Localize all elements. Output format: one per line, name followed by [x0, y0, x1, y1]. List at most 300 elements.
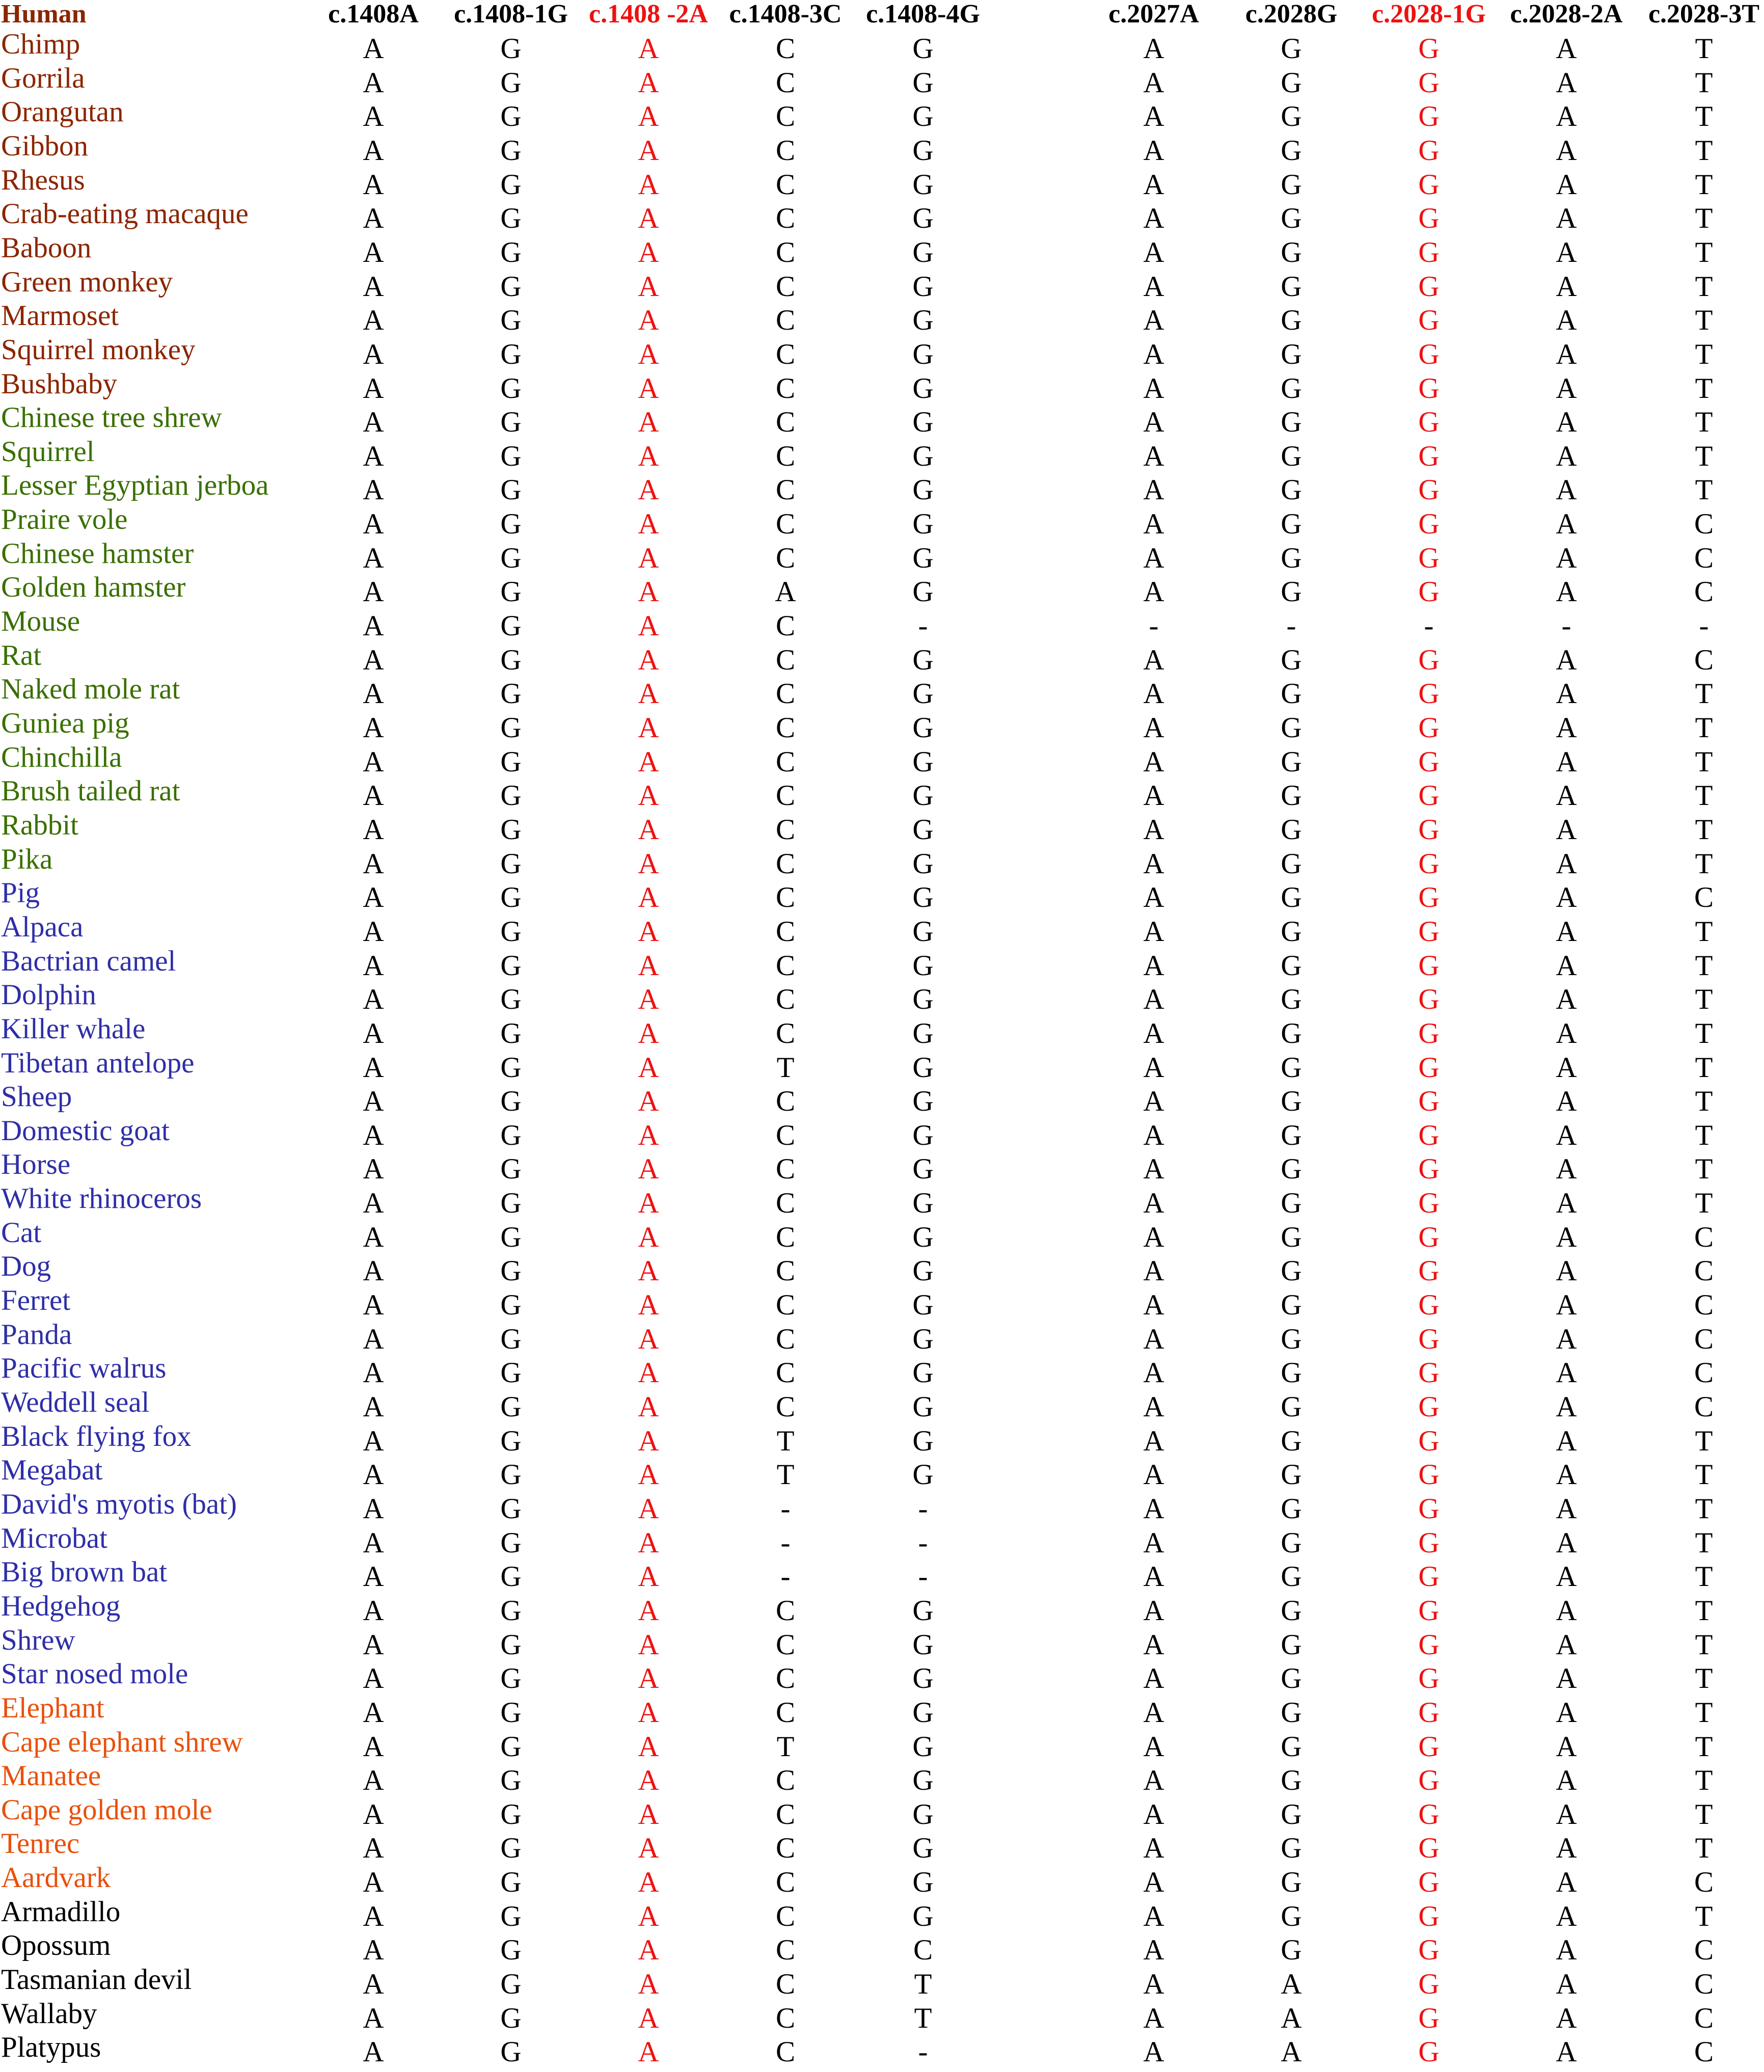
base-cell: A: [1556, 1187, 1577, 1220]
base-cell: A: [363, 1696, 384, 1729]
base-cell: C: [775, 1696, 796, 1729]
base-cell: G: [500, 542, 522, 574]
base-cell: G: [1281, 338, 1302, 370]
species-name: Mouse: [1, 605, 80, 638]
base-cell: A: [1556, 1289, 1577, 1322]
species-name: Aardvark: [1, 1862, 111, 1894]
base-cell: A: [638, 1459, 659, 1491]
table-row: [0, 1761, 1764, 1795]
base-cell: G: [500, 1391, 522, 1423]
base-cell: G: [500, 1187, 522, 1220]
base-cell: A: [1143, 949, 1164, 982]
base-cell: G: [912, 440, 934, 472]
species-name: Panda: [1, 1318, 72, 1351]
base-cell: C: [775, 881, 796, 914]
base-cell: A: [363, 1798, 384, 1831]
base-cell: C: [775, 1289, 796, 1322]
base-cell: G: [1281, 745, 1302, 778]
base-cell: C: [775, 779, 796, 812]
base-cell: C: [1694, 508, 1714, 541]
base-cell: A: [1556, 1051, 1577, 1084]
base-cell: A: [363, 1459, 384, 1491]
table-row: [0, 1116, 1764, 1150]
base-cell: A: [638, 1323, 659, 1355]
base-cell: C: [775, 406, 796, 439]
species-name: Rat: [1, 639, 42, 671]
base-cell: G: [912, 474, 934, 506]
base-cell: T: [1695, 712, 1713, 744]
base-cell: G: [1418, 338, 1440, 370]
base-cell: G: [1281, 983, 1302, 1016]
base-cell: G: [1418, 1051, 1440, 1084]
species-name: Cape elephant shrew: [1, 1726, 243, 1758]
column-header-c-2028g: c.2028G: [1245, 0, 1338, 29]
base-cell: G: [1281, 1391, 1302, 1423]
base-cell: A: [1143, 643, 1164, 676]
species-name: Manatee: [1, 1760, 101, 1792]
base-cell: G: [1418, 1187, 1440, 1220]
base-cell: A: [638, 1391, 659, 1423]
base-cell: T: [1695, 1187, 1713, 1220]
base-cell: G: [1418, 712, 1440, 744]
base-cell: G: [1418, 1017, 1440, 1050]
base-cell: C: [775, 1662, 796, 1695]
base-cell: A: [1281, 1968, 1302, 2001]
base-cell: T: [1695, 1085, 1713, 1118]
base-cell: A: [638, 1662, 659, 1695]
base-cell: G: [1281, 33, 1302, 65]
base-cell: A: [1556, 1594, 1577, 1627]
base-cell: -: [1149, 610, 1159, 642]
base-cell: C: [1694, 1357, 1714, 1389]
base-cell: A: [1556, 1424, 1577, 1457]
base-cell: G: [1418, 1391, 1440, 1423]
table-row: [0, 980, 1764, 1014]
base-cell: G: [1418, 1221, 1440, 1253]
base-cell: T: [1695, 406, 1713, 439]
base-cell: T: [1695, 1730, 1713, 1763]
base-cell: A: [363, 440, 384, 472]
base-cell: A: [1556, 1255, 1577, 1287]
base-cell: G: [912, 678, 934, 710]
base-cell: G: [500, 1424, 522, 1457]
base-cell: -: [1424, 610, 1434, 642]
base-cell: A: [363, 745, 384, 778]
base-cell: A: [1556, 1968, 1577, 2001]
base-cell: G: [912, 1832, 934, 1865]
base-cell: G: [500, 678, 522, 710]
base-cell: G: [1281, 1051, 1302, 1084]
base-cell: G: [1418, 440, 1440, 472]
base-cell: G: [1418, 983, 1440, 1016]
base-cell: G: [912, 134, 934, 167]
base-cell: -: [780, 1560, 791, 1593]
base-cell: G: [500, 1764, 522, 1797]
base-cell: A: [638, 1730, 659, 1763]
base-cell: A: [638, 1119, 659, 1151]
column-header-c-1408-3c: c.1408-3C: [729, 0, 842, 29]
base-cell: A: [1143, 542, 1164, 574]
base-cell: T: [1695, 338, 1713, 370]
base-cell: G: [500, 1798, 522, 1831]
base-cell: C: [775, 1221, 796, 1253]
base-cell: G: [500, 1832, 522, 1865]
base-cell: G: [912, 1255, 934, 1287]
base-cell: T: [1695, 372, 1713, 405]
base-cell: C: [1694, 1968, 1714, 2001]
base-cell: G: [1418, 33, 1440, 65]
base-cell: A: [1556, 983, 1577, 1016]
species-name: Golden hamster: [1, 571, 186, 604]
base-cell: T: [1695, 33, 1713, 65]
base-cell: T: [776, 1051, 795, 1084]
base-cell: G: [1418, 1628, 1440, 1661]
base-cell: G: [912, 406, 934, 439]
base-cell: A: [1556, 847, 1577, 880]
base-cell: A: [363, 134, 384, 167]
base-cell: A: [1143, 1424, 1164, 1457]
base-cell: A: [1556, 745, 1577, 778]
base-cell: A: [638, 100, 659, 133]
species-name: Green monkey: [1, 265, 173, 298]
table-row: [0, 1897, 1764, 1931]
species-name: David's myotis (bat): [1, 1488, 237, 1520]
base-cell: G: [912, 1085, 934, 1118]
base-cell: T: [776, 1424, 795, 1457]
base-cell: G: [1418, 508, 1440, 541]
base-cell: A: [1143, 304, 1164, 337]
column-header-c-1408a: c.1408A: [328, 0, 419, 29]
table-row: [0, 742, 1764, 776]
base-cell: A: [1143, 1798, 1164, 1831]
table-row: [0, 1659, 1764, 1693]
base-cell: A: [363, 983, 384, 1016]
base-cell: G: [500, 1255, 522, 1287]
base-cell: T: [1695, 1560, 1713, 1593]
base-cell: G: [1418, 168, 1440, 201]
base-cell: A: [1556, 881, 1577, 914]
base-cell: A: [1143, 1866, 1164, 1899]
base-cell: A: [638, 813, 659, 846]
base-cell: G: [912, 1017, 934, 1050]
species-name: Marmoset: [1, 300, 119, 332]
base-cell: G: [1281, 779, 1302, 812]
table-row: [0, 1489, 1764, 1523]
base-cell: G: [1418, 1357, 1440, 1389]
table-row: [0, 233, 1764, 267]
base-cell: T: [1695, 440, 1713, 472]
table-row: [0, 165, 1764, 199]
base-cell: G: [1281, 949, 1302, 982]
base-cell: A: [1556, 712, 1577, 744]
base-cell: G: [912, 1323, 934, 1355]
base-cell: G: [500, 1696, 522, 1729]
base-cell: G: [1418, 678, 1440, 710]
base-cell: T: [1695, 1526, 1713, 1559]
base-cell: T: [1695, 202, 1713, 235]
table-row: [0, 1693, 1764, 1727]
base-cell: C: [1694, 1391, 1714, 1423]
base-cell: G: [1281, 1153, 1302, 1186]
base-cell: A: [1556, 1730, 1577, 1763]
table-row: [0, 1828, 1764, 1863]
base-cell: T: [1695, 168, 1713, 201]
base-cell: G: [1418, 304, 1440, 337]
base-cell: A: [1143, 983, 1164, 1016]
base-cell: A: [1143, 745, 1164, 778]
table-row: [0, 402, 1764, 437]
base-cell: G: [1281, 1730, 1302, 1763]
base-cell: A: [363, 1221, 384, 1253]
base-cell: C: [775, 2036, 796, 2068]
table-row: [0, 776, 1764, 810]
base-cell: A: [1143, 1017, 1164, 1050]
base-cell: A: [1143, 134, 1164, 167]
base-cell: A: [1556, 1492, 1577, 1525]
table-row: [0, 912, 1764, 946]
base-cell: G: [1418, 643, 1440, 676]
table-row: [0, 1082, 1764, 1116]
base-cell: A: [1143, 66, 1164, 99]
base-cell: A: [638, 745, 659, 778]
base-cell: G: [1418, 779, 1440, 812]
base-cell: G: [1281, 678, 1302, 710]
base-cell: C: [775, 1594, 796, 1627]
species-name: Praire vole: [1, 503, 128, 536]
base-cell: G: [912, 1764, 934, 1797]
base-cell: A: [1556, 270, 1577, 303]
base-cell: G: [500, 100, 522, 133]
base-cell: G: [500, 1628, 522, 1661]
base-cell: A: [1143, 33, 1164, 65]
base-cell: -: [918, 1560, 928, 1593]
base-cell: T: [1695, 745, 1713, 778]
table-row: [0, 844, 1764, 878]
base-cell: A: [1556, 100, 1577, 133]
base-cell: A: [1556, 949, 1577, 982]
base-cell: A: [1143, 847, 1164, 880]
base-cell: A: [1143, 712, 1164, 744]
base-cell: G: [1281, 168, 1302, 201]
base-cell: A: [1556, 1357, 1577, 1389]
base-cell: A: [1556, 134, 1577, 167]
base-cell: A: [638, 1153, 659, 1186]
base-cell: A: [1556, 2002, 1577, 2034]
base-cell: A: [638, 1221, 659, 1253]
base-cell: G: [912, 881, 934, 914]
base-cell: G: [912, 745, 934, 778]
base-cell: G: [1281, 813, 1302, 846]
base-cell: G: [1418, 2002, 1440, 2034]
base-cell: A: [363, 712, 384, 744]
base-cell: A: [363, 1662, 384, 1695]
base-cell: G: [1418, 915, 1440, 948]
base-cell: G: [1281, 1696, 1302, 1729]
base-cell: G: [1281, 1119, 1302, 1151]
species-name: Lesser Egyptian jerboa: [1, 469, 269, 502]
base-cell: A: [1143, 1560, 1164, 1593]
base-cell: G: [1418, 372, 1440, 405]
base-cell: -: [1699, 610, 1709, 642]
base-cell: A: [1143, 1900, 1164, 1932]
base-cell: A: [1143, 372, 1164, 405]
species-name: Squirrel: [1, 435, 95, 468]
species-name: Naked mole rat: [1, 673, 180, 706]
base-cell: G: [1281, 1798, 1302, 1831]
base-cell: A: [1143, 100, 1164, 133]
base-cell: G: [1418, 1424, 1440, 1457]
base-cell: C: [775, 1764, 796, 1797]
table-row: [0, 1014, 1764, 1048]
base-cell: G: [912, 813, 934, 846]
species-name: Squirrel monkey: [1, 333, 196, 366]
base-cell: G: [500, 1051, 522, 1084]
base-cell: A: [1143, 1323, 1164, 1355]
base-cell: G: [1418, 1119, 1440, 1151]
base-cell: T: [1695, 1119, 1713, 1151]
column-header-c-2028-2a: c.2028-2A: [1510, 0, 1623, 29]
base-cell: G: [1418, 236, 1440, 268]
base-cell: G: [912, 1459, 934, 1491]
species-name: Dolphin: [1, 979, 96, 1011]
base-cell: T: [1695, 779, 1713, 812]
base-cell: G: [500, 881, 522, 914]
base-cell: C: [1694, 1289, 1714, 1322]
table-row: [0, 674, 1764, 708]
base-cell: G: [1418, 1560, 1440, 1593]
base-cell: A: [363, 1391, 384, 1423]
base-cell: T: [1695, 1492, 1713, 1525]
base-cell: A: [638, 983, 659, 1016]
base-cell: T: [1695, 304, 1713, 337]
base-cell: G: [500, 745, 522, 778]
base-cell: A: [638, 881, 659, 914]
base-cell: A: [363, 779, 384, 812]
base-cell: C: [1694, 1866, 1714, 1899]
table-row: [0, 1387, 1764, 1421]
base-cell: G: [1418, 1594, 1440, 1627]
base-cell: A: [363, 236, 384, 268]
base-cell: G: [500, 1221, 522, 1253]
species-name: Hedgehog: [1, 1590, 121, 1622]
base-cell: A: [363, 1085, 384, 1118]
base-cell: G: [1281, 1085, 1302, 1118]
base-cell: G: [912, 542, 934, 574]
base-cell: A: [638, 1051, 659, 1084]
table-row: [0, 1557, 1764, 1591]
table-row: [0, 470, 1764, 504]
base-cell: G: [500, 134, 522, 167]
species-name: Pika: [1, 843, 53, 875]
base-cell: A: [1281, 2036, 1302, 2068]
base-cell: A: [363, 168, 384, 201]
base-cell: C: [775, 1798, 796, 1831]
base-cell: A: [638, 610, 659, 642]
base-cell: G: [1418, 1289, 1440, 1322]
base-cell: T: [1695, 983, 1713, 1016]
base-cell: G: [1281, 1323, 1302, 1355]
base-cell: G: [912, 915, 934, 948]
base-cell: G: [1281, 1900, 1302, 1932]
base-cell: G: [500, 66, 522, 99]
base-cell: G: [912, 66, 934, 99]
base-cell: G: [1418, 1832, 1440, 1865]
base-cell: A: [638, 847, 659, 880]
base-cell: A: [363, 1526, 384, 1559]
base-cell: A: [638, 1357, 659, 1389]
species-name: Chinese hamster: [1, 537, 194, 570]
base-cell: C: [775, 2002, 796, 2034]
base-cell: T: [1695, 66, 1713, 99]
base-cell: G: [500, 1730, 522, 1763]
table-row: [0, 572, 1764, 606]
table-row: [0, 1591, 1764, 1625]
base-cell: G: [1281, 134, 1302, 167]
base-cell: T: [1695, 678, 1713, 710]
base-cell: A: [1143, 236, 1164, 268]
base-cell: C: [1694, 643, 1714, 676]
base-cell: G: [912, 712, 934, 744]
base-cell: G: [912, 1424, 934, 1457]
species-name: Armadillo: [1, 1895, 121, 1928]
base-cell: A: [363, 1017, 384, 1050]
base-cell: C: [775, 1832, 796, 1865]
base-cell: A: [363, 304, 384, 337]
base-cell: C: [775, 202, 796, 235]
base-cell: G: [1418, 2036, 1440, 2068]
base-cell: G: [912, 1153, 934, 1186]
base-cell: G: [1281, 372, 1302, 405]
base-cell: A: [363, 1492, 384, 1525]
base-cell: G: [1281, 1628, 1302, 1661]
base-cell: C: [775, 813, 796, 846]
base-cell: G: [500, 915, 522, 948]
base-cell: C: [1694, 1255, 1714, 1287]
base-cell: C: [775, 949, 796, 982]
base-cell: T: [1695, 915, 1713, 948]
base-cell: G: [1281, 1357, 1302, 1389]
species-name: Elephant: [1, 1691, 104, 1724]
base-cell: G: [912, 100, 934, 133]
base-cell: G: [912, 1798, 934, 1831]
base-cell: G: [1281, 1526, 1302, 1559]
base-cell: G: [912, 1221, 934, 1253]
table-row: [0, 335, 1764, 369]
species-name: Tenrec: [1, 1827, 80, 1860]
base-cell: A: [363, 66, 384, 99]
table-row: [0, 1353, 1764, 1387]
base-cell: G: [1281, 440, 1302, 472]
table-row: [0, 2032, 1764, 2066]
base-cell: G: [1418, 1662, 1440, 1695]
base-cell: T: [1695, 1051, 1713, 1084]
base-cell: G: [1281, 1594, 1302, 1627]
base-cell: C: [775, 1085, 796, 1118]
base-cell: G: [500, 1934, 522, 1967]
base-cell: A: [638, 1594, 659, 1627]
base-cell: C: [775, 1119, 796, 1151]
table-row: [0, 301, 1764, 335]
base-cell: G: [1418, 202, 1440, 235]
base-cell: G: [1418, 1730, 1440, 1763]
base-cell: A: [638, 304, 659, 337]
base-cell: T: [1695, 474, 1713, 506]
base-cell: C: [775, 100, 796, 133]
base-cell: C: [775, 678, 796, 710]
base-cell: G: [1281, 1662, 1302, 1695]
base-cell: C: [1694, 1323, 1714, 1355]
base-cell: G: [1418, 270, 1440, 303]
